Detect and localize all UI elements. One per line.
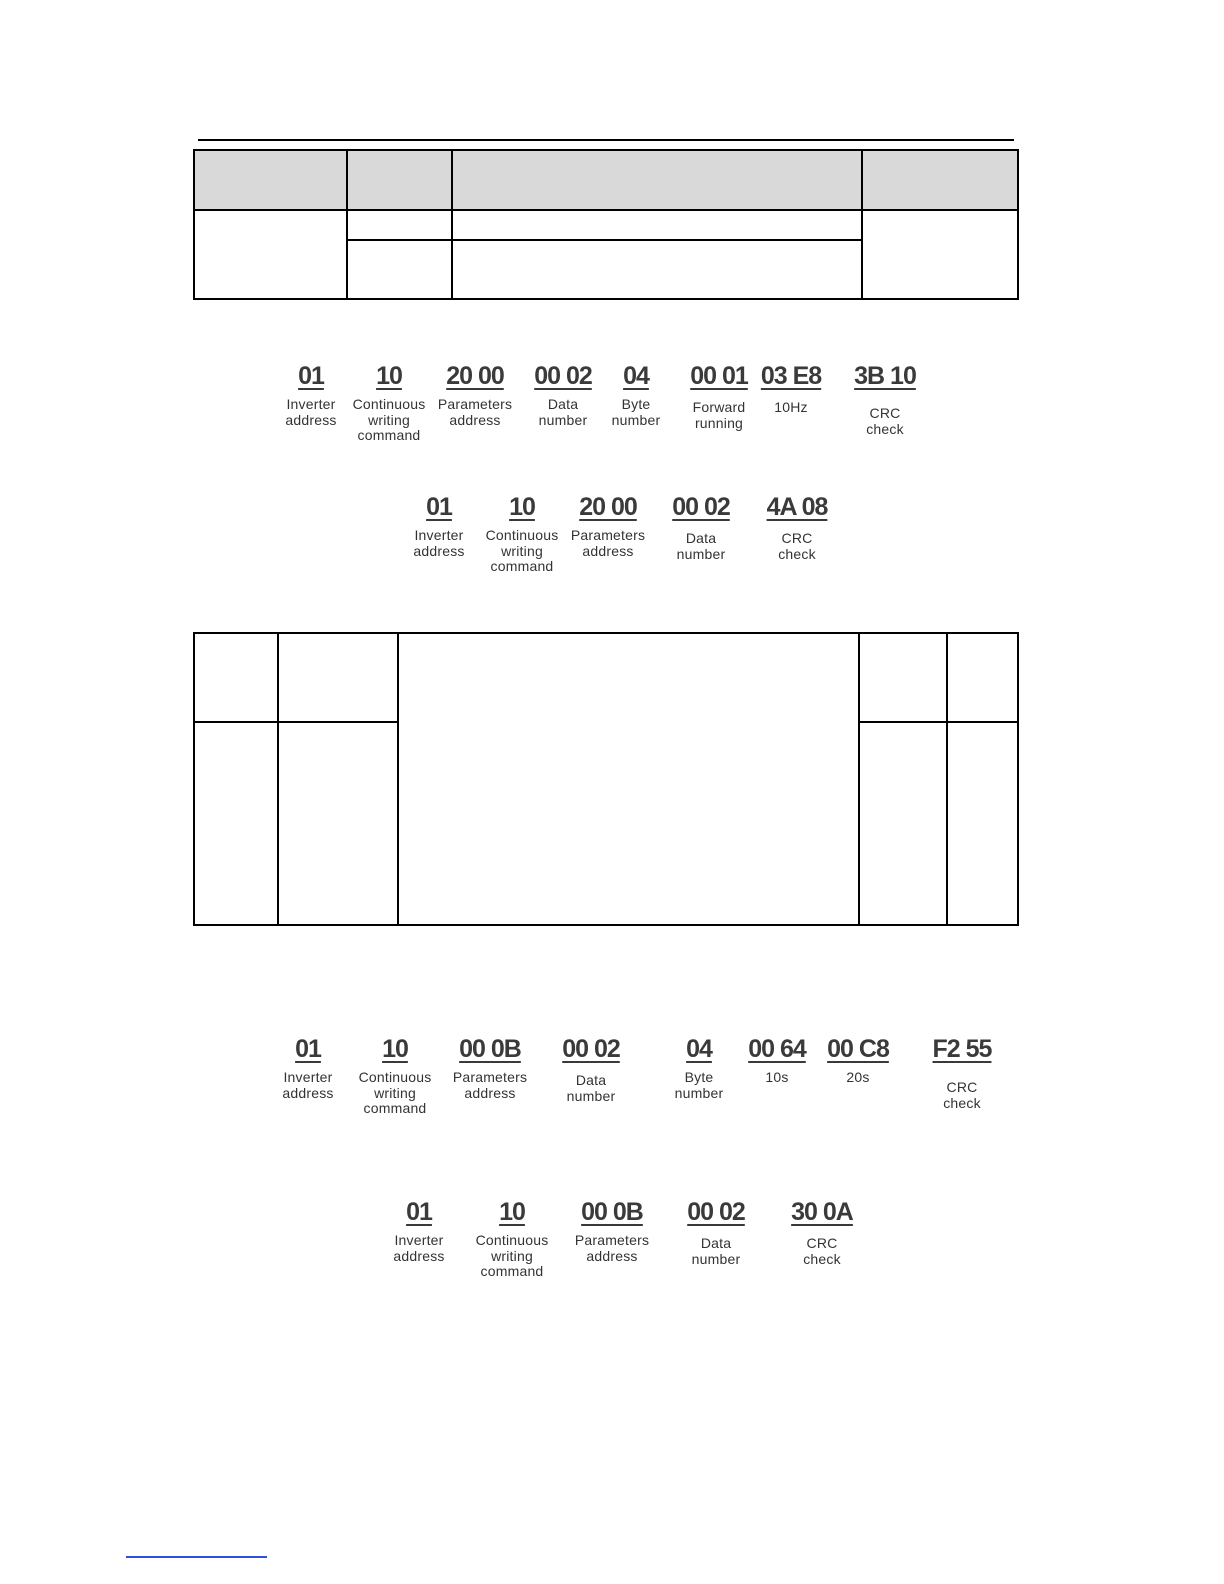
table-cell: [452, 240, 862, 299]
table-cell: [859, 633, 947, 722]
field-label: CRC check: [803, 1235, 841, 1267]
field-label: 10s: [765, 1069, 789, 1085]
hex-code: 01: [406, 1198, 432, 1226]
frame-segment: [359, 1035, 432, 1117]
frame-segment: [438, 362, 512, 428]
field-label: Byte number: [674, 1069, 724, 1101]
hex-code: 00 0B: [459, 1035, 521, 1063]
frame-segment: [562, 1035, 620, 1104]
frame-segment: [672, 493, 730, 562]
parameter-table-2: [193, 632, 1019, 926]
hex-code: 01: [295, 1035, 321, 1063]
hex-code: 01: [426, 493, 452, 521]
hex-code: 10: [382, 1035, 408, 1063]
field-label: Forward running: [692, 399, 746, 431]
frame-segment: [353, 362, 426, 444]
hex-code: 00 02: [687, 1198, 745, 1226]
hex-code: 20 00: [579, 493, 637, 521]
field-label: Continuous writing command: [358, 1069, 432, 1116]
hex-code: 4A 08: [766, 493, 828, 521]
table-cell: [194, 633, 278, 722]
table-cell: [947, 633, 1018, 722]
hex-code: 10: [376, 362, 402, 390]
frame-segment: [933, 1035, 992, 1111]
frame-segment: [571, 493, 645, 559]
hex-code: 00 01: [690, 362, 748, 390]
table-cell: [278, 633, 398, 722]
table-cell: [278, 722, 398, 925]
hex-code: F2 55: [932, 1035, 992, 1063]
hex-code: 00 0B: [581, 1198, 643, 1226]
table-cell: [452, 210, 862, 240]
hex-code: 10: [509, 493, 535, 521]
table-cell: [194, 210, 347, 299]
frame-segment: [575, 1198, 649, 1264]
field-label: Inverter address: [285, 396, 337, 428]
field-label: CRC check: [866, 405, 904, 437]
field-label: Parameters address: [437, 396, 513, 428]
frame-segment: [534, 362, 592, 428]
table-cell: [347, 210, 452, 240]
field-label: Inverter address: [393, 1232, 445, 1264]
field-label: Data number: [538, 396, 588, 428]
frame-segment: [827, 1035, 889, 1086]
hex-code: 20 00: [446, 362, 504, 390]
frame-segment: [413, 493, 464, 559]
table-cell: [862, 210, 1018, 299]
frame-segment: [761, 362, 821, 416]
frame-segment: [486, 493, 559, 575]
table-cell: [947, 722, 1018, 925]
field-label: 20s: [846, 1069, 870, 1085]
field-label: Continuous writing command: [352, 396, 426, 443]
field-label: CRC check: [943, 1079, 981, 1111]
table-header-cell: [347, 150, 452, 210]
frame-segment: [285, 362, 336, 428]
frame-segment: [612, 362, 661, 428]
hex-code: 10: [499, 1198, 525, 1226]
footer-link-underline[interactable]: [126, 1556, 267, 1558]
header-rule: [198, 139, 1014, 141]
field-label: Inverter address: [413, 527, 465, 559]
frame-segment: [453, 1035, 527, 1101]
field-label: Data number: [676, 530, 726, 562]
hex-code: 03 E8: [760, 362, 822, 390]
frame-segment: [282, 1035, 333, 1101]
field-label: Data number: [691, 1235, 741, 1267]
field-label: CRC check: [778, 530, 816, 562]
frame-segment: [687, 1198, 745, 1267]
field-label: Inverter address: [282, 1069, 334, 1101]
table-cell: [859, 722, 947, 925]
hex-code: 00 02: [534, 362, 592, 390]
table-header-cell: [862, 150, 1018, 210]
frame-segment: [476, 1198, 549, 1280]
parameter-table-1: [193, 149, 1019, 300]
field-label: Data number: [566, 1072, 616, 1104]
frame-segment: [767, 493, 828, 562]
table-header-cell: [452, 150, 862, 210]
field-label: Continuous writing command: [485, 527, 559, 574]
table-cell: [194, 722, 278, 925]
frame-segment: [675, 1035, 724, 1101]
hex-code: 00 64: [748, 1035, 806, 1063]
hex-code: 00 C8: [827, 1035, 889, 1063]
hex-code: 00 02: [672, 493, 730, 521]
frame-segment: [690, 362, 748, 431]
table-cell: [347, 240, 452, 299]
table-header-cell: [194, 150, 347, 210]
frame-segment: [748, 1035, 806, 1086]
field-label: Continuous writing command: [475, 1232, 549, 1279]
hex-code: 01: [298, 362, 324, 390]
frame-segment: [791, 1198, 853, 1267]
hex-code: 00 02: [562, 1035, 620, 1063]
field-label: Parameters address: [452, 1069, 528, 1101]
hex-code: 04: [623, 362, 649, 390]
hex-code: 3B 10: [854, 362, 916, 390]
hex-code: 30 0A: [791, 1198, 853, 1226]
field-label: Parameters address: [570, 527, 646, 559]
field-label: Parameters address: [574, 1232, 650, 1264]
field-label: Byte number: [611, 396, 661, 428]
frame-segment: [393, 1198, 444, 1264]
hex-code: 04: [686, 1035, 712, 1063]
field-label: 10Hz: [774, 399, 808, 415]
frame-segment: [854, 362, 916, 437]
table-cell: [398, 633, 859, 925]
